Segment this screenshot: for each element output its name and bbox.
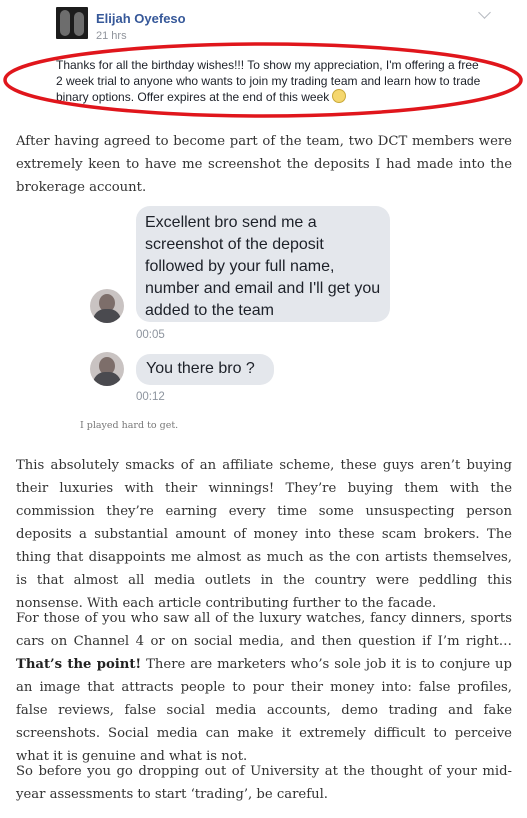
paragraph-luxury-start: For those of you who saw all of the luxury watches, fancy dinners, sports cars on Channel 4 or on social media, and then question if I’m right…: [16, 611, 512, 649]
paragraph-affiliate: This absolutely smacks of an affiliate scheme, these guys aren’t buying their luxuries with their winnings! They’re buying them with the commission they’re earning every time some unsuspecting person deposits a substantial amount of money into these scam brokers. The thing that disappoints me almost as much as the con artists themselves, is that almost all media outlets in the country were peddling this nonsense. With each article contributing further to the facade.: [16, 458, 512, 611]
chat-bubble-2: You there bro ?: [136, 354, 274, 385]
post-author-name[interactable]: Elijah Oyefeso: [96, 11, 186, 26]
paragraph-warning: So before you go dropping out of University at the thought of your mid-year assessments to start ‘trading’, be careful.: [16, 764, 512, 802]
facebook-post: [0, 0, 527, 118]
paragraph-luxury: [16, 607, 512, 768]
chat-avatar: [90, 289, 124, 323]
chat-avatar: [90, 352, 124, 386]
chevron-down-icon[interactable]: [478, 6, 491, 19]
image-caption: I played hard to get.: [80, 420, 179, 431]
chat-time-2: 00:12: [136, 391, 165, 403]
post-text: [56, 57, 486, 105]
paragraph-intro: After having agreed to become part of the team, two DCT members were extremely keen to have me screenshot the deposits I had made into the brokerage account.: [16, 134, 512, 195]
chat-bubble-1: Excellent bro send me a screenshot of the deposit followed by your full name, number and email and I'll get you added to the team: [136, 206, 390, 322]
post-timestamp[interactable]: 21 hrs: [96, 30, 127, 42]
author-avatar[interactable]: [56, 7, 88, 39]
smiley-emoji-icon: [332, 89, 346, 103]
paragraph-luxury-end: There are marketers who’s sole job it is to conjure up an image that attracts people to pour their money into: false profiles, false reviews, false social media accounts, demo trading and fake screenshots. Social media can make it extremely difficult to perceive what it is genuine and what is not.: [16, 657, 512, 764]
post-body: Thanks for all the birthday wishes!!! To show my appreciation, I'm offering a free 2 week trial to anyone who wants to join my trading team and learn how to trade binary options. Offer expires at the end of this week: [56, 58, 481, 104]
chat-time-1: 00:05: [136, 329, 165, 341]
paragraph-luxury-bold: That’s the point!: [16, 657, 142, 672]
